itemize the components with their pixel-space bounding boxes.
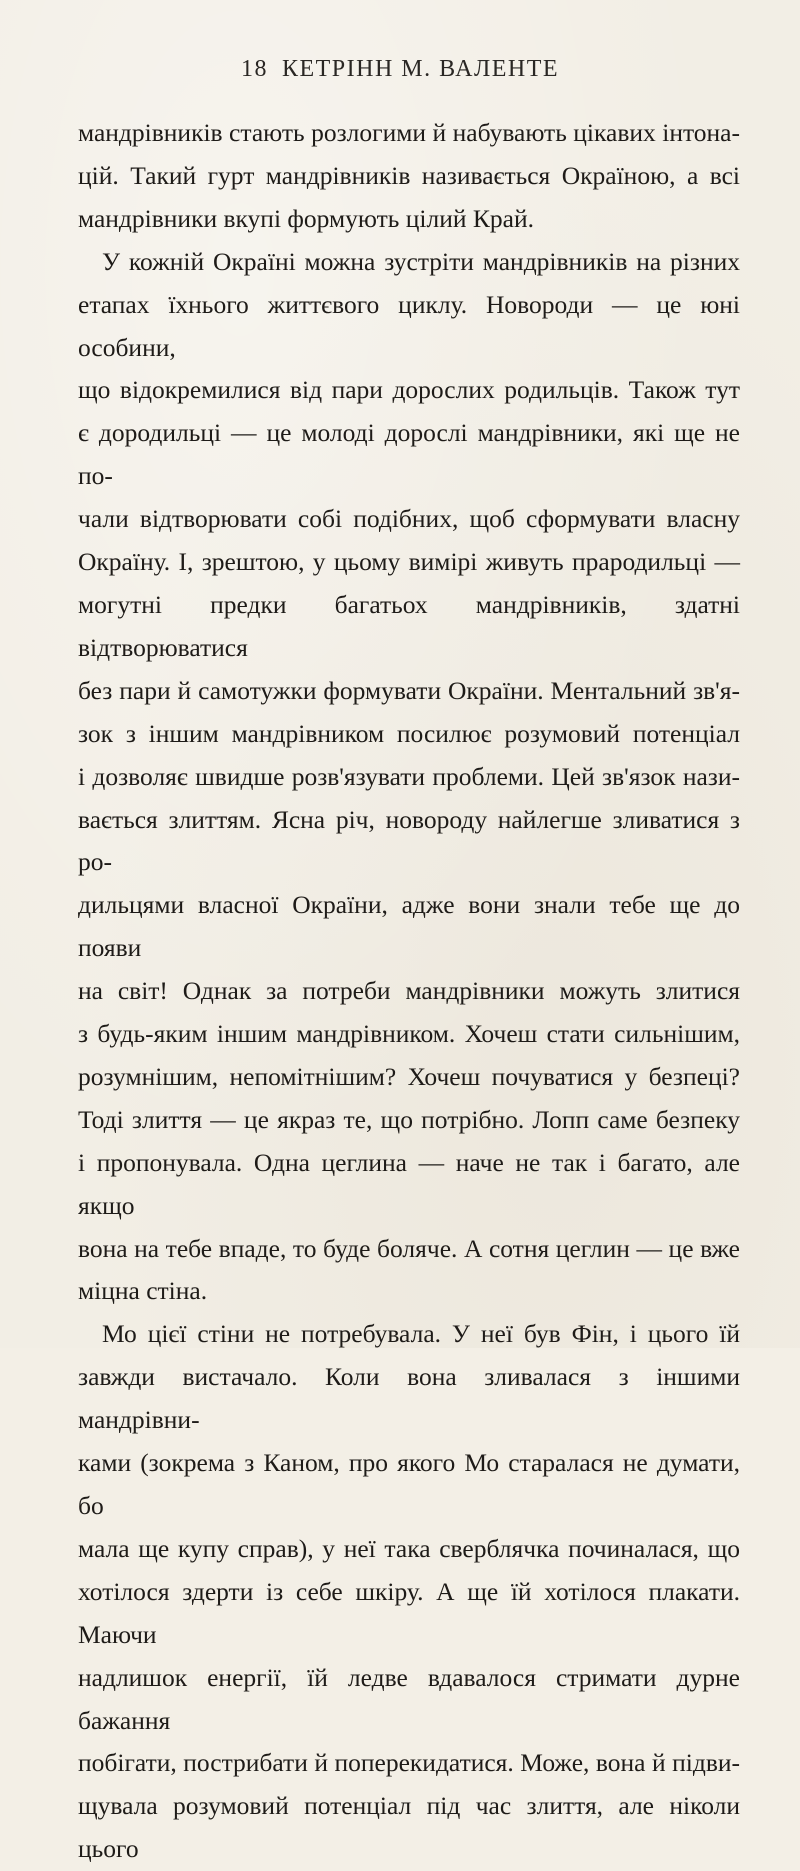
body-line: з будь-яким іншим мандрівником. Хочеш стати сильнішим, xyxy=(78,1019,740,1049)
body-line: могутні предки багатьох мандрівників, здатні відтворюватися xyxy=(78,589,740,662)
body-line: і дозволяє швидше розв'язувати проблеми. Цей зв'язок нази- xyxy=(78,761,740,791)
running-title: КЕТРІНН М. ВАЛЕНТЕ xyxy=(281,56,560,82)
body-line: дильцями власної Окраїни, адже вони знали тебе ще до появи xyxy=(78,890,740,963)
body-line: надлишок енергії, їй ледве вдавалося стримати дурне бажання xyxy=(78,1662,740,1735)
body-line: мандрівників стають розлогими й набувають цікавих інтона- xyxy=(78,118,740,147)
running-header xyxy=(0,56,800,83)
body-line: є дородильці — це молоді дорослі мандрівники, які ще не по- xyxy=(78,418,740,491)
body-line: Окраїну. І, зрештою, у цьому вимірі живуть прародильці — xyxy=(78,547,740,577)
body-line: вається злиттям. Ясна річ, новороду найлегше зливатися з ро- xyxy=(78,804,740,877)
body-line: Мо цієї стіни не потребувала. У неї був Фін, і цього їй xyxy=(102,1319,740,1349)
body-line: мала ще купу справ), у неї така сверблячка починалася, що xyxy=(78,1533,740,1563)
body-line: міцна стіна. xyxy=(78,1276,208,1306)
body-line: побігати, пострибати й поперекидатися. Може, вона й підви- xyxy=(78,1748,740,1778)
body-line: і пропонувала. Одна цеглина — наче не так і багато, але якщо xyxy=(78,1147,740,1220)
page-number: 18 xyxy=(240,56,268,82)
body-line: хотілося здерти із себе шкіру. А ще їй хотілося плакати. Маючи xyxy=(78,1576,740,1649)
body-line: на світ! Однак за потреби мандрівники можуть злитися xyxy=(78,976,740,1006)
body-line: зок з іншим мандрівником посилює розумовий потенціал xyxy=(78,718,740,748)
body-line: У кожній Окраїні можна зустріти мандрівників на різних xyxy=(102,246,740,276)
body-line: без пари й самотужки формувати Окраїни. Ментальний зв'я- xyxy=(78,675,740,705)
body-line: завжди вистачало. Коли вона зливалася з іншими мандрівни- xyxy=(78,1362,740,1435)
body-text xyxy=(78,112,740,1871)
body-line: що відокремилися від пари дорослих родильців. Також тут xyxy=(78,375,740,405)
body-line: щувала розумовий потенціал під час злиття, але ніколи цього xyxy=(78,1791,740,1864)
body-line: чали відтворювати собі подібних, щоб сформувати власну xyxy=(78,504,740,534)
body-line: ками (зокрема з Каном, про якого Мо старалася не думати, бо xyxy=(78,1448,740,1520)
body-line: цій. Такий гурт мандрівників називається Окраїною, а всі xyxy=(78,160,740,190)
body-line: етапах їхнього життєвого циклу. Новороди — це юні особини, xyxy=(78,289,740,362)
body-line: розумнішим, непомітнішим? Хочеш почуватися у безпеці? xyxy=(78,1061,740,1091)
body-line: Тоді злиття — це якраз те, що потрібно. Лопп саме безпеку xyxy=(78,1104,740,1134)
body-line: вона на тебе впаде, то буде боляче. А сотня цеглин — це вже xyxy=(78,1233,740,1263)
body-line: мандрівники вкупі формують цілий Край. xyxy=(78,203,535,233)
